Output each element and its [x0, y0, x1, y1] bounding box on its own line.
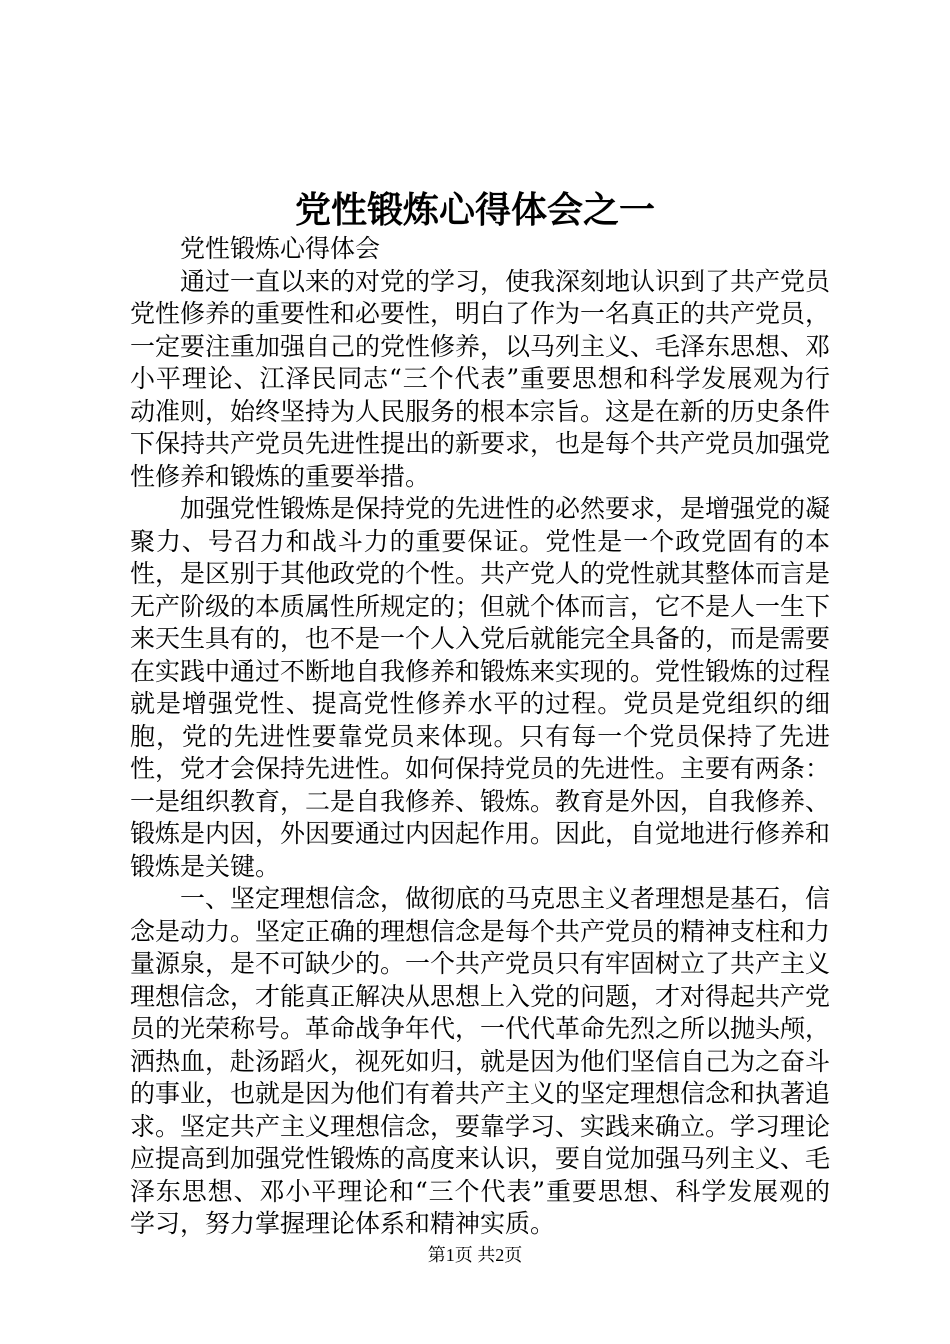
document-body [130, 233, 830, 1241]
paragraph-3: 一、坚定理想信念，做彻底的马克思主义者理想是基石，信念是动力。坚定正确的理想信念是每个共产党员的精神支柱和力量源泉，是不可缺少的。一个共产党员只有牢固树立了共产主义理想信念，才能真正解决从思想上入党的问题，才对得起共产党员的光荣称号。革命战争年代，一代代革命先烈之所以抛头颅，洒热血，赴汤蹈火，视死如归，就是因为他们坚信自己为之奋斗的事业，也就是因为他们有着共产主义的坚定理想信念和执著追求。坚定共产主义理想信念，要靠学习、实践来确立。学习理论应提高到加强党性锻炼的高度来认识，要自觉加强马列主义、毛泽东思想、邓小平理论和“三个代表”重要思想、科学发展观的学习，努力掌握理论体系和精神实质。 [130, 884, 831, 1238]
paragraph-2: 加强党性锻炼是保持党的先进性的必然要求，是增强党的凝聚力、号召力和战斗力的重要保证。党性是一个政党固有的本性，是区别于其他政党的个性。共产党人的党性就其整体而言是无产阶级的本质属性所规定的；但就个体而言，它不是人一生下来天生具有的，也不是一个人入党后就能完全具备的，而是需要在实践中通过不断地自我修养和锻炼来实现的。党性锻炼的过程就是增强党性、提高党性修养水平的过程。党员是党组织的细胞，党的先进性要靠党员来体现。只有每一个党员保持了先进性，党才会保持先进性。如何保持党员的先进性。主要有两条：一是组织教育，二是自我修养、锻炼。教育是外因，自我修养、锻炼是内因，外因要通过内因起作用。因此，自觉地进行修养和锻炼是关键。 [130, 494, 831, 881]
paragraph-subtitle: 党性锻炼心得体会 [180, 234, 381, 263]
paragraph-1: 通过一直以来的对党的学习，使我深刻地认识到了共产党员党性修养的重要性和必要性，明白了作为一名真正的共产党员，一定要注重加强自己的党性修养，以马列主义、毛泽东思想、邓小平理论、江泽民同志“三个代表”重要思想和科学发展观为行动准则，始终坚持为人民服务的根本宗旨。这是在新的历史条件下保持共产党员先进性提出的新要求，也是每个共产党员加强党性修养和锻炼的重要举措。 [130, 266, 831, 491]
page-number-footer: 第1页 共2页 [427, 1245, 523, 1265]
document-title: 党性锻炼心得体会之一 [294, 189, 655, 231]
